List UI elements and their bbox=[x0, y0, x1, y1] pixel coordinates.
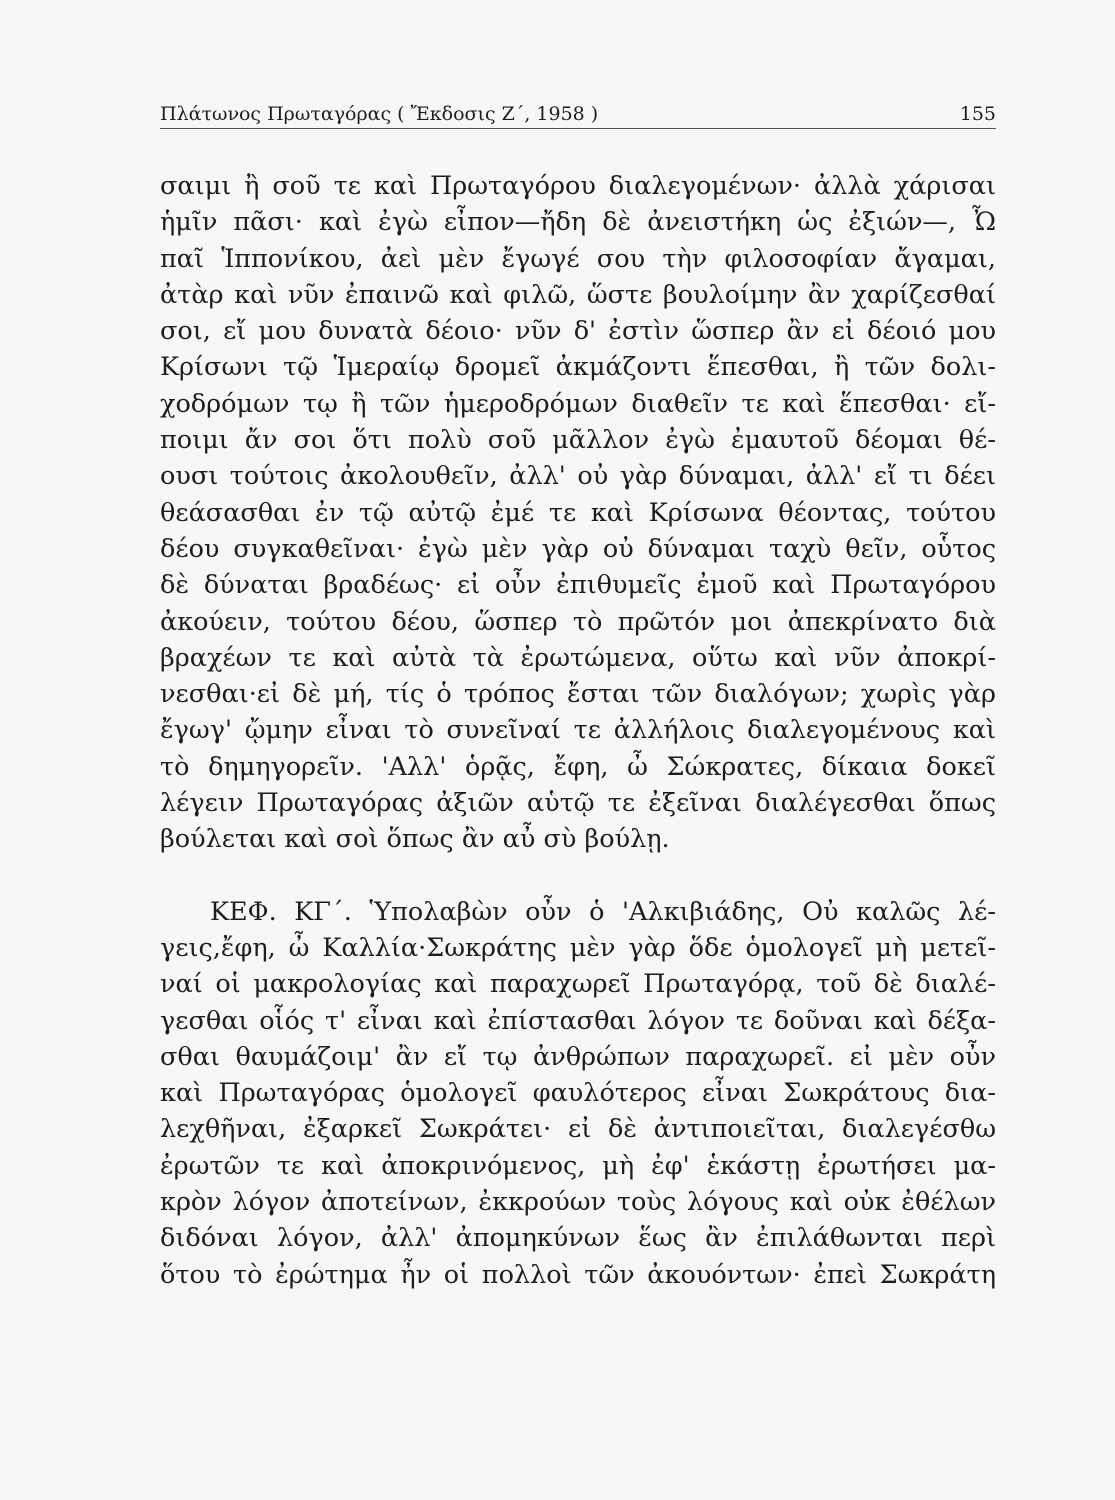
text-line: δὲ δύναται βραδέως· εἰ οὖν ἐπιθυμεῖς ἐμοῦ καὶ Πρωταγόρου bbox=[160, 570, 996, 601]
text-line: ἡμῖν πᾶσι· καὶ ἐγὼ εἶπον—ἤδη δὲ ἀνειστήκη ὡς ἐξιών—, Ὦ bbox=[160, 207, 996, 238]
text-line: τὸ δημηγορεῖν. 'Αλλ' ὁρᾷς, ἔφη, ὦ Σώκρατες, δίκαια δοκεῖ bbox=[160, 751, 996, 782]
text-line: ἔγωγ' ᾤμην εἶναι τὸ συνεῖναί τε ἀλλήλοις διαλεγομένους καὶ bbox=[160, 715, 996, 746]
text-line: νεσθαι·εἰ δὲ μή, τίς ὁ τρόπος ἔσται τῶν διαλόγων; χωρὶς γὰρ bbox=[160, 679, 996, 710]
text-line: διδόναι λόγον, ἀλλ' ἀπομηκύνων ἕως ἂν ἐπιλάθωνται περὶ bbox=[160, 1223, 996, 1254]
text-line: σθαι θαυμάζοιμ' ἂν εἴ τῳ ἀνθρώπων παραχωρεῖ. εἰ μὲν οὖν bbox=[160, 1041, 996, 1072]
text-line: ναί οἱ μακρολογίας καὶ παραχωρεῖ Πρωταγόρᾳ, τοῦ δὲ διαλέ- bbox=[160, 969, 996, 1000]
text-line: γεσθαι οἷός τ' εἶναι καὶ ἐπίστασθαι λόγον τε δοῦναι καὶ δέξα- bbox=[160, 1005, 996, 1036]
body-text bbox=[160, 168, 996, 1293]
running-header-title: Πλάτωνος Πρωταγόρας ( Ἔκδοσις Ζ΄, 1958 ) bbox=[160, 103, 599, 125]
text-line: γεις,ἔφη, ὦ Καλλία·Σωκράτης μὲν γὰρ ὅδε ὁμολογεῖ μὴ μετεῖ- bbox=[160, 932, 996, 963]
text-line: παῖ Ἱππονίκου, ἀεὶ μὲν ἔγωγέ σου τὴν φιλοσοφίαν ἄγαμαι, bbox=[160, 243, 996, 274]
text-line: ἀκούειν, τούτου δέου, ὥσπερ τὸ πρῶτόν μοι ἀπεκρίνατο διὰ bbox=[160, 606, 996, 637]
text-line: κρὸν λόγον ἀποτείνων, ἐκκρούων τοὺς λόγους καὶ οὐκ ἐθέλων bbox=[160, 1187, 996, 1218]
text-line: ἀτὰρ καὶ νῦν ἐπαινῶ καὶ φιλῶ, ὥστε βουλοίμην ἂν χαρίζεσθαί bbox=[160, 279, 996, 310]
text-line: ουσι τούτοις ἀκολουθεῖν, ἀλλ' οὐ γὰρ δύναμαι, ἀλλ' εἴ τι δέει bbox=[160, 461, 996, 492]
paragraph-1 bbox=[160, 168, 996, 858]
chapter-heading-line: ΚΕΦ. ΚΓ΄. Ὑπολαβὼν οὖν ὁ 'Αλκιβιάδης, Οὐ καλῶς λέ- bbox=[210, 896, 996, 927]
text-line: σοι, εἴ μου δυνατὰ δέοιο· νῦν δ' ἐστὶν ὥσπερ ἂν εἰ δέοιό μου bbox=[160, 316, 996, 347]
paragraph-gap bbox=[160, 858, 996, 894]
text-line: χοδρόμων τῳ ἢ τῶν ἡμεροδρόμων διαθεῖν τε καὶ ἕπεσθαι· εἴ- bbox=[160, 388, 996, 419]
text-line: ὅτου τὸ ἐρώτημα ἦν οἱ πολλοὶ τῶν ἀκουόντων· ἐπεὶ Σωκράτη bbox=[160, 1259, 996, 1290]
running-header bbox=[160, 96, 996, 132]
text-line: θεάσασθαι ἐν τῷ αὐτῷ ἐμέ τε καὶ Κρίσωνα θέοντας, τούτου bbox=[160, 497, 996, 528]
header-rule bbox=[160, 128, 996, 129]
text-line: ἐρωτῶν τε καὶ ἀποκρινόμενος, μὴ ἐφ' ἑκάστῃ ἐρωτήσει μα- bbox=[160, 1150, 996, 1181]
text-line: Κρίσωνι τῷ Ἱμεραίῳ δρομεῖ ἀκμάζοντι ἕπεσθαι, ἢ τῶν δολι- bbox=[160, 352, 996, 383]
text-line: σαιμι ἢ σοῦ τε καὶ Πρωταγόρου διαλεγομένων· ἀλλὰ χάρισαι bbox=[160, 171, 996, 201]
text-line: λεχθῆναι, ἐξαρκεῖ Σωκράτει· εἰ δὲ ἀντιποιεῖται, διαλεγέσθω bbox=[160, 1114, 996, 1145]
text-line: ποιμι ἄν σοι ὅτι πολὺ σοῦ μᾶλλον ἐγὼ ἐμαυτοῦ δέομαι θέ- bbox=[160, 425, 996, 456]
text-line: δέου συγκαθεῖναι· ἐγὼ μὲν γὰρ οὐ δύναμαι ταχὺ θεῖν, οὗτος bbox=[160, 533, 996, 564]
paragraph-2 bbox=[160, 894, 996, 1293]
text-line: βραχέων τε καὶ αὐτὰ τὰ ἐρωτώμενα, οὕτω καὶ νῦν ἀποκρί- bbox=[160, 642, 996, 673]
text-line: βούλεται καὶ σοὶ ὅπως ἂν αὖ σὺ βούλῃ. bbox=[160, 824, 670, 855]
text-line: καὶ Πρωταγόρας ὁμολογεῖ φαυλότερος εἶναι Σωκράτους δια- bbox=[160, 1078, 996, 1109]
text-line: λέγειν Πρωταγόρας ἀξιῶν αὑτῷ τε ἐξεῖναι διαλέγεσθαι ὅπως bbox=[160, 788, 996, 819]
page-number: 155 bbox=[959, 103, 996, 125]
